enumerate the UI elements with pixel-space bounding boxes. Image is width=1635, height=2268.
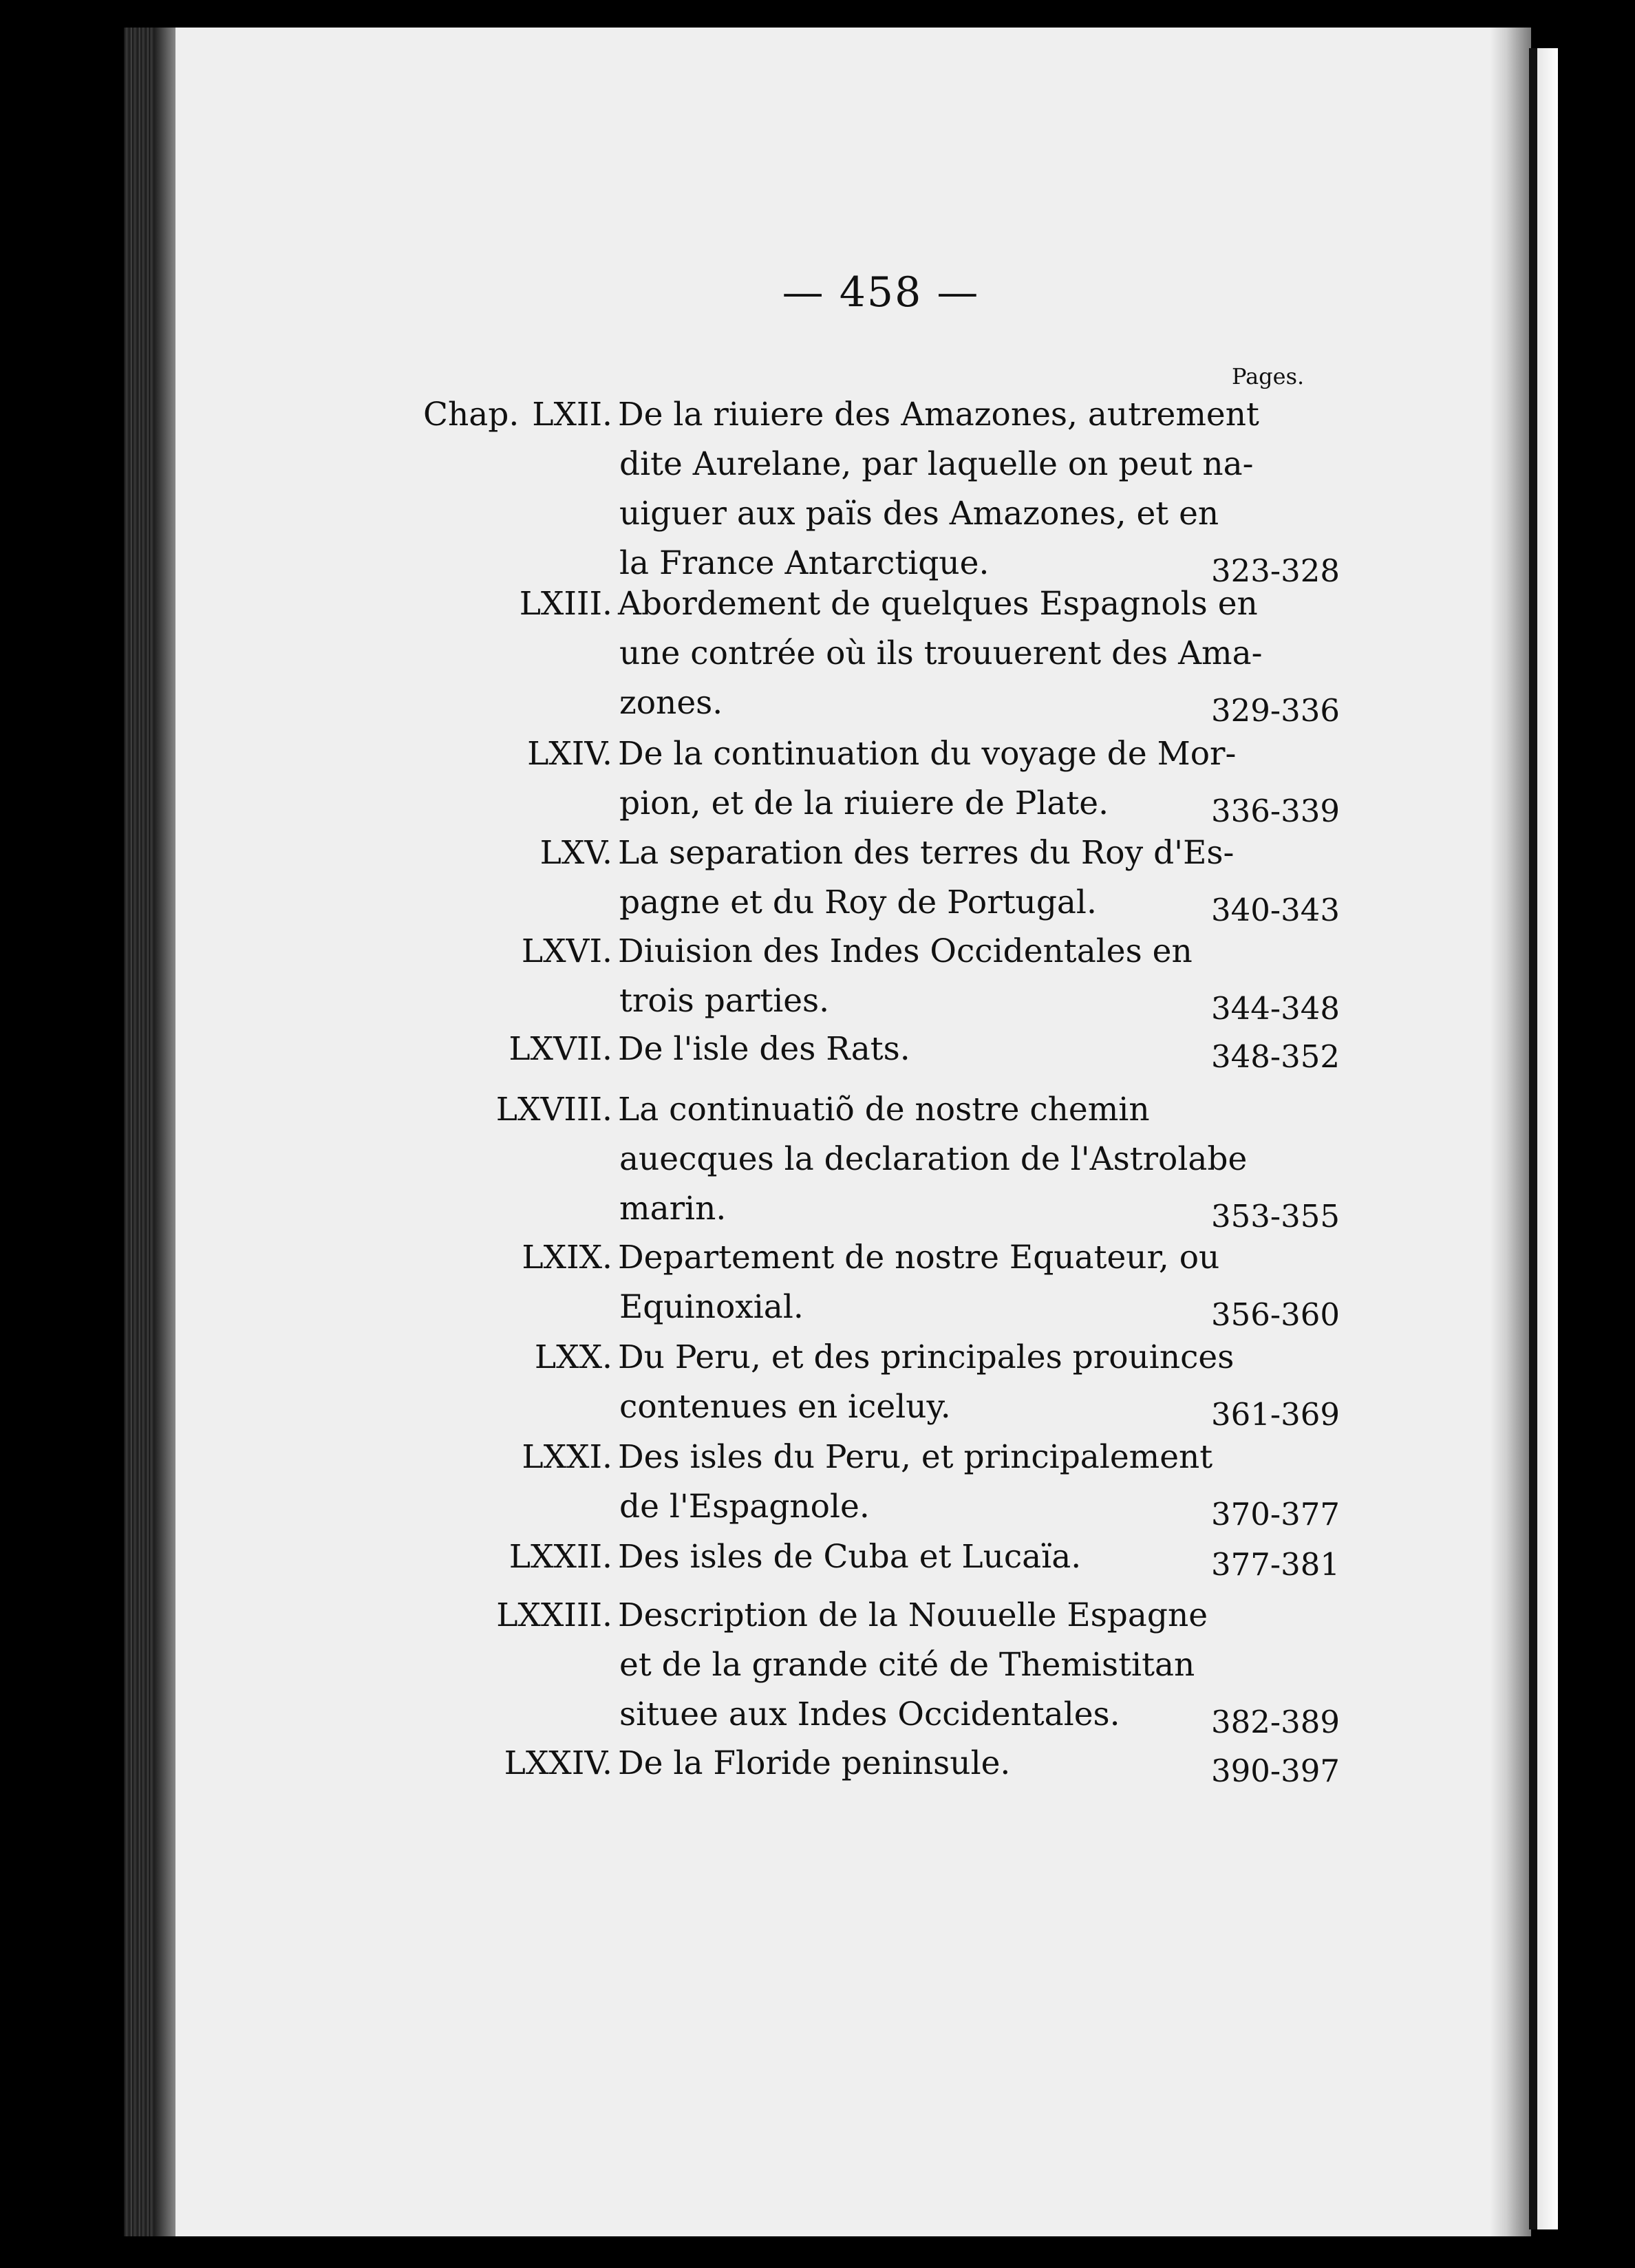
chapter-numeral: LXIII. (519, 585, 612, 623)
chapter-numeral: LXXIII. (496, 1596, 612, 1634)
chapter-page-range: 353-355 (1211, 1198, 1340, 1234)
chapter-page-range: 361-369 (1211, 1396, 1340, 1433)
chapter-title-line: Description de la Nouuelle Espagne (618, 1596, 1208, 1634)
chapter-title-line: De la riuiere des Amazones, autrement (618, 396, 1259, 434)
chapter-page-range: 356-360 (1211, 1296, 1340, 1333)
chapter-title-line: Diuision des Indes Occidentales en (618, 932, 1193, 970)
chapter-title-line: situee aux Indes Occidentales. (619, 1695, 1120, 1733)
chapter-page-range: 370-377 (1211, 1496, 1340, 1532)
chapter-title-line: De la Floride peninsule. (618, 1744, 1011, 1782)
scan-background-top (0, 0, 1635, 28)
chapter-title-line: et de la grande cité de Themistitan (619, 1646, 1195, 1684)
chapter-page-range: 348-352 (1211, 1038, 1340, 1075)
chapter-page-range: 340-343 (1211, 892, 1340, 928)
page-number: — 458 — (782, 268, 980, 317)
binding-shadow (155, 28, 175, 2236)
chapter-title-line: Abordement de quelques Espagnols en (618, 585, 1258, 623)
chapter-title-line: De la continuation du voyage de Mor- (618, 735, 1237, 773)
chapter-title-line: marin. (619, 1190, 727, 1228)
chapter-page-range: 336-339 (1211, 793, 1340, 829)
chapter-title-line: La separation des terres du Roy d'Es- (618, 834, 1235, 872)
chapter-title-line: Departement de nostre Equateur, ou (618, 1239, 1220, 1276)
chapter-title-line: uiguer aux païs des Amazones, et en (619, 495, 1219, 533)
chapter-numeral: LXVI. (521, 932, 612, 970)
chapter-title-line: contenues en iceluy. (619, 1388, 951, 1426)
chapter-numeral: LXIX. (522, 1239, 612, 1276)
book-page (172, 28, 1521, 2236)
chapter-title-line: auecques la declaration de l'Astrolabe (619, 1140, 1248, 1178)
chapter-title-line: De l'isle des Rats. (618, 1030, 910, 1068)
chapter-numeral: LXX. (534, 1338, 612, 1376)
chapter-page-range: 377-381 (1211, 1546, 1340, 1583)
chapter-page-range: 344-348 (1211, 990, 1340, 1027)
gutter-shadow (1490, 28, 1531, 2236)
chapter-page-range: 323-328 (1211, 553, 1340, 589)
chapter-title-line: Des isles de Cuba et Lucaïa. (618, 1538, 1082, 1576)
spine-line (1529, 48, 1537, 2229)
chapter-title-line: une contrée où ils trouuerent des Ama- (619, 634, 1263, 672)
chapter-numeral: LXII. (532, 396, 612, 434)
chapter-title-line: La continuatiõ de nostre chemin (618, 1091, 1150, 1128)
chapter-title-line: dite Aurelane, par laquelle on peut na- (619, 445, 1254, 483)
chapter-title-line: la France Antarctique. (619, 544, 990, 582)
chapter-page-range: 382-389 (1211, 1704, 1340, 1740)
scan-background-right (1558, 28, 1635, 2268)
scan-background-bottom (0, 2236, 1635, 2268)
chapter-numeral: LXXIV. (504, 1744, 612, 1782)
pages-column-header: Pages. (1232, 363, 1305, 389)
chapter-numeral: LXV. (539, 834, 612, 872)
chapter-numeral: LXVII. (509, 1030, 612, 1068)
chapter-title-line: Du Peru, et des principales prouinces (618, 1338, 1235, 1376)
chapter-page-range: 329-336 (1211, 692, 1340, 729)
chapter-title-line: Des isles du Peru, et principalement (618, 1438, 1213, 1476)
chapter-title-line: Equinoxial. (619, 1288, 804, 1326)
chapter-title-line: trois parties. (619, 982, 830, 1020)
chapter-page-range: 390-397 (1211, 1753, 1340, 1789)
chapter-numeral: LXXII. (509, 1538, 612, 1576)
chapter-prefix: Chap. (423, 396, 520, 434)
chapter-title-line: zones. (619, 684, 723, 722)
next-page-sliver (1537, 48, 1558, 2229)
chapter-numeral: LXXI. (522, 1438, 612, 1476)
chapter-title-line: de l'Espagnole. (619, 1488, 870, 1526)
chapter-title-line: pagne et du Roy de Portugal. (619, 884, 1097, 921)
chapter-title-line: pion, et de la riuiere de Plate. (619, 784, 1109, 822)
chapter-numeral: LXVIII. (495, 1091, 612, 1128)
chapter-numeral: LXIV. (527, 735, 612, 773)
